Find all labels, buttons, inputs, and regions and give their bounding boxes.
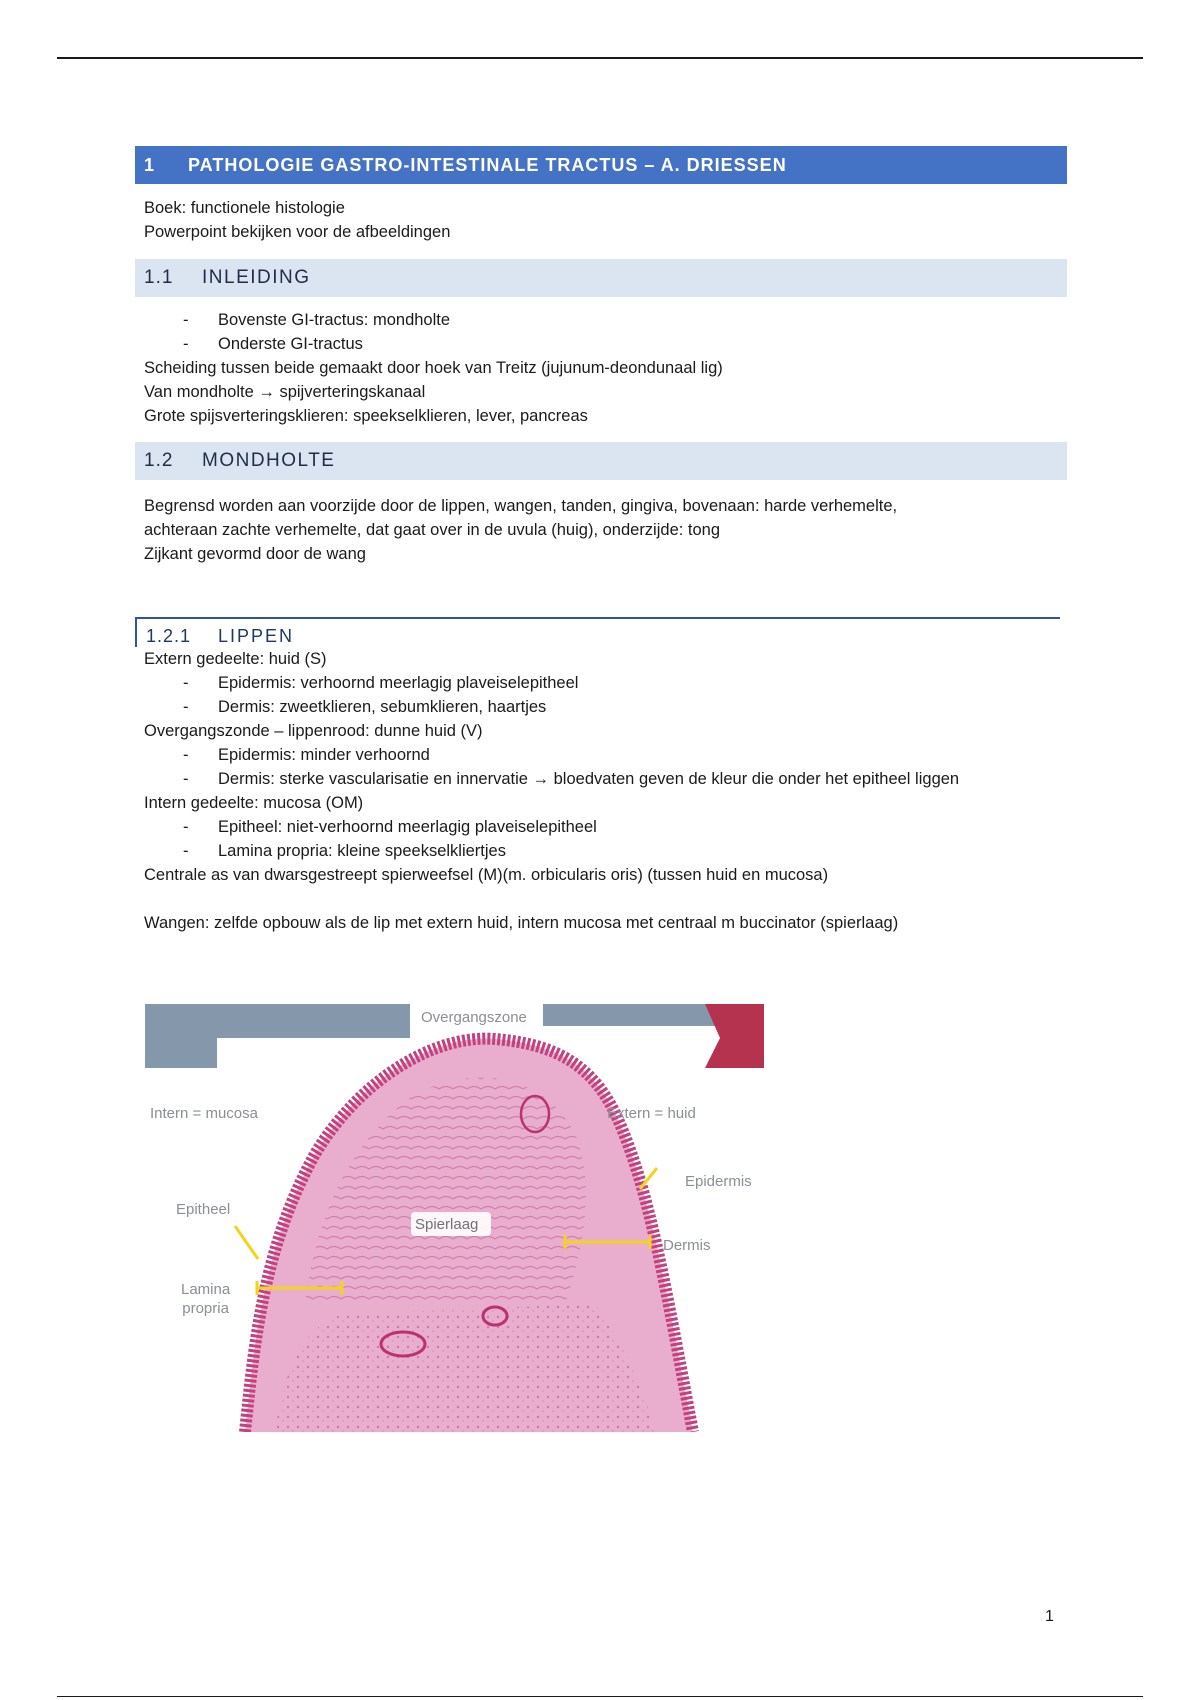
list-item: - Epidermis: verhoornd meerlagig plaveiselepitheel xyxy=(183,674,579,692)
paragraph-line: Overgangszonde – lippenrood: dunne huid (V) xyxy=(144,722,483,740)
intro-line: Boek: functionele histologie xyxy=(144,199,345,217)
list-item: - Onderste GI-tractus xyxy=(183,335,363,353)
heading-number: 1.2 xyxy=(144,450,174,471)
list-item: - Dermis: sterke vascularisatie en innervatie → bloedvaten geven de kleur die onder het epitheel liggen xyxy=(183,770,960,788)
label-epitheel: Epitheel xyxy=(176,1201,231,1218)
label-extern: Extern = huid xyxy=(607,1105,696,1122)
stroma-layer xyxy=(275,1304,655,1432)
page-content xyxy=(135,146,1067,935)
paragraph-line: achteraan zachte verhemelte, dat gaat over in de uvula (huig), onderzijde: tong xyxy=(144,521,721,539)
heading-number: 1.2.1 xyxy=(146,626,192,646)
label-dermis: Dermis xyxy=(663,1237,711,1254)
label-spierlaag: Spierlaag xyxy=(415,1216,479,1233)
paragraph-line: Zijkant gevormd door de wang xyxy=(144,545,366,563)
paragraph-line: Grote spijsverteringsklieren: speekselklieren, lever, pancreas xyxy=(144,407,588,425)
heading-1-number: 1 xyxy=(144,154,156,175)
list-item: - Epitheel: niet-verhoornd meerlagig plaveiselepitheel xyxy=(183,818,597,836)
list-item: - Bovenste GI-tractus: mondholte xyxy=(183,311,451,329)
heading-mondholte xyxy=(135,442,1067,480)
lip-histology-figure xyxy=(145,1004,764,1432)
list-item: - Epidermis: minder verhoornd xyxy=(183,746,430,764)
paragraph-line: Van mondholte → spijverteringskanaal xyxy=(144,383,426,401)
list-item: - Lamina propria: kleine speekselkliertjes xyxy=(183,842,506,860)
paragraph-line: Scheiding tussen beide gemaakt door hoek van Treitz (jujunum-deondunaal lig) xyxy=(144,359,723,377)
paragraph-line: Centrale as van dwarsgestreept spierweefsel (M)(m. orbicularis oris) (tussen huid en mucosa) xyxy=(144,866,829,884)
label-intern: Intern = mucosa xyxy=(150,1105,258,1122)
label-overgangszone: Overgangszone xyxy=(417,1008,531,1027)
heading-lippen xyxy=(135,617,1060,647)
paragraph-line: Extern gedeelte: huid (S) xyxy=(144,650,327,668)
intro-line: Powerpoint bekijken voor de afbeeldingen xyxy=(144,223,451,241)
label-lamina-propria: Lamina propria xyxy=(181,1281,231,1317)
paragraph-line: Wangen: zelfde opbouw als de lip met extern huid, intern mucosa met centraal m buccinator (spierlaag) xyxy=(144,914,899,932)
extern-bar-accent xyxy=(705,1004,764,1068)
footer-rule xyxy=(57,1696,1143,1697)
paragraph-line: Begrensd worden aan voorzijde door de lippen, wangen, tanden, gingiva, bovenaan: harde verhemelte, xyxy=(144,497,898,515)
heading-1-title: PATHOLOGIE GASTRO-INTESTINALE TRACTUS – A. DRIESSEN xyxy=(188,154,787,175)
heading-title: INLEIDING xyxy=(202,267,311,288)
pointer-epitheel xyxy=(235,1226,258,1259)
list-item: - Dermis: zweetklieren, sebumklieren, haartjes xyxy=(183,698,547,716)
heading-inleiding xyxy=(135,259,1067,297)
paragraph-line: Intern gedeelte: mucosa (OM) xyxy=(144,794,364,812)
label-epidermis: Epidermis xyxy=(685,1173,752,1190)
heading-number: 1.1 xyxy=(144,267,174,288)
heading-1 xyxy=(135,146,1067,184)
heading-title: MONDHOLTE xyxy=(202,450,336,471)
header-rule xyxy=(57,57,1143,59)
heading-title: LIPPEN xyxy=(218,626,295,646)
extern-bar xyxy=(543,1004,721,1026)
intern-bar-drop xyxy=(145,1004,217,1068)
page-number: 1 xyxy=(1045,1608,1054,1625)
